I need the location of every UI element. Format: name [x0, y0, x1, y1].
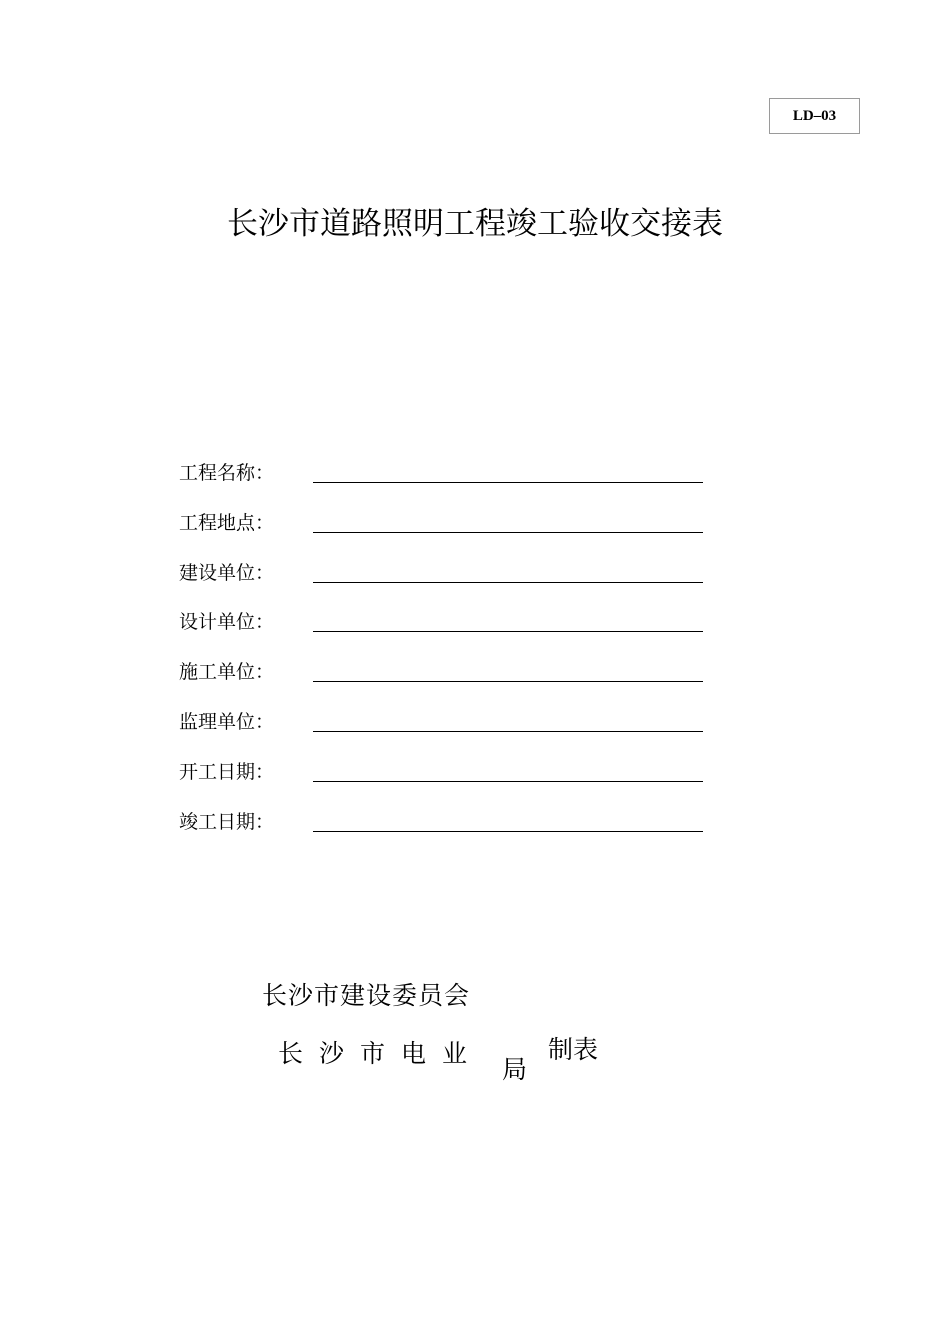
field-blank-line[interactable]: [313, 532, 703, 533]
field-supervision-unit: [179, 704, 719, 754]
made-by-label: 制表: [548, 1035, 599, 1064]
issuer-power-bureau: 长沙市电业: [278, 1039, 484, 1068]
field-builder-unit: [179, 654, 719, 704]
field-label: 施工单位：: [179, 661, 275, 684]
form-code-box: [769, 98, 860, 134]
field-label: 工程名称：: [179, 462, 275, 484]
field-completion-date: [179, 804, 719, 854]
field-label: 设计单位：: [179, 611, 275, 634]
field-label: 竣工日期：: [179, 810, 275, 833]
field-blank-line[interactable]: [313, 631, 703, 632]
issuer-power-bureau-suffix: 局: [502, 1055, 528, 1084]
field-project-name: [179, 455, 719, 505]
document-title: 长沙市道路照明工程竣工验收交接表: [227, 206, 723, 242]
field-blank-line[interactable]: [313, 831, 703, 832]
form-fields: [179, 455, 719, 853]
field-design-unit: [179, 604, 719, 654]
field-construction-unit: [179, 555, 719, 605]
field-blank-line[interactable]: [313, 731, 703, 732]
field-blank-line[interactable]: [313, 681, 703, 682]
field-blank-line[interactable]: [313, 482, 703, 483]
field-label: 工程地点：: [179, 511, 275, 534]
field-blank-line[interactable]: [313, 781, 703, 782]
field-start-date: [179, 754, 719, 804]
issuer-construction-committee: 长沙市建设委员会: [262, 981, 471, 1010]
field-project-location: [179, 505, 719, 555]
field-label: 开工日期：: [179, 760, 275, 783]
field-label: 建设单位：: [179, 561, 275, 584]
field-label: 监理单位：: [179, 710, 275, 733]
field-blank-line[interactable]: [313, 582, 703, 583]
form-code: LD–03: [792, 108, 837, 124]
